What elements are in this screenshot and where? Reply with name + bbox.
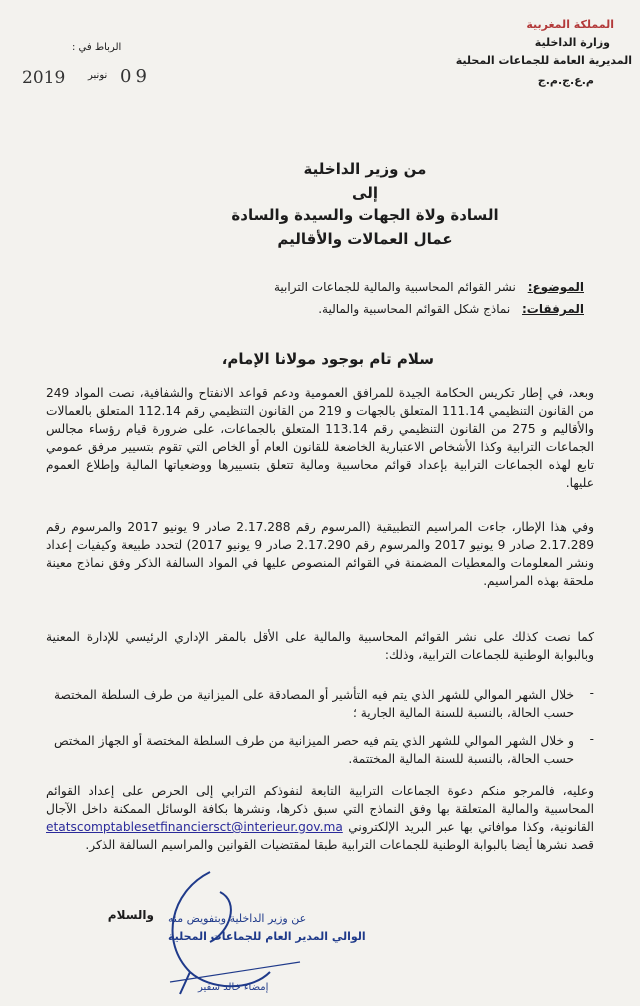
greeting: سلام تام بوجود مولانا الإمام، <box>221 350 434 368</box>
signature-line1: عن وزير الداخلية وبتفويض منه <box>168 912 307 925</box>
request-text: وعليه، فالمرجو منكم دعوة الجماعات الترابية التابعة لنفوذكم الترابي إلى الحرص على إعداد القوائم المحاسبية والمالية المتعلقة بها وفق النماذج التي سبق ذكرها، ونشرها بكافة الوسائل الممكنة داخل الآجال القانونية، وكذا موافاتي بها عبر البريد الإلكتروني <box>46 784 594 834</box>
paragraph-publication: كما نصت كذلك على نشر القوائم المحاسبية والمالية على الأقل بالمقر الإداري الرئيسي للإدارة المعنية وبالبوابة الوطنية للجماعات الترابية، وذلك: <box>46 630 594 662</box>
bullet-dash: - <box>589 686 594 700</box>
subject-line <box>274 280 584 294</box>
header-direction: المديرية العامة للجماعات المحلية <box>455 54 632 67</box>
bullet-item: و خلال الشهر الموالي للشهر الذي يتم فيه حصر الميزانية من طرف السلطة المختصة أو الجهاز المختص حسب الحالة، بالنسبة للسنة المالية المختتمة. <box>54 734 574 766</box>
paragraph-intro: وبعد، في إطار تكريس الحكامة الجيدة للمرافق العمومية ودعم قواعد الانفتاح والشفافية، نصت المواد 249 من القانون التنظيمي 111.14 المتعلق بالجهات و 219 من القانون التنظيمي رقم 112.14 المتعلق بالعمالات والأقاليم و 275 من القانون التنظيمي رقم 113.14 المتعلق بالجماعات، على ضرورة قيام رؤساء مجالس الجماعات الترابية وكذا الأشخاص الاعتبارية الخاضعة للقانون العام أو الخاص التي تقوم بتسيير مرفق عمومي تابع لهذه الجماعات الترابية بإعداد قوائم محاسبية ومالية تتعلق بتسييرها ووضعياتها المالية وإطلاع العموم عليها. <box>46 386 594 490</box>
header-ministry: وزارة الداخلية <box>534 36 610 49</box>
date-day: 09 <box>120 66 151 87</box>
signature-line3: إمضاء خالد سفير <box>198 982 269 993</box>
request-text-end: قصد نشرها أيضا بالبوابة الوطنية للجماعات الترابية طبقا لمقتضيات القوانين والمراسيم السالفة الذكر. <box>85 838 594 852</box>
attachments-text: نماذج شكل القوائم المحاسبية والمالية. <box>318 302 511 316</box>
attachments-line <box>318 302 584 316</box>
date-place-label: الرباط في : <box>72 42 122 53</box>
date-stamp <box>22 66 182 92</box>
date-year: 2019 <box>22 68 66 88</box>
subject-text: نشر القوائم المحاسبية والمالية للجماعات الترابية <box>274 280 516 294</box>
closing-salutation: والسلام <box>107 908 154 922</box>
header-reference: م.ع.ج.م.ج <box>537 74 594 87</box>
addressee-line1: السادة ولاة الجهات والسيدة والسادة <box>231 206 499 224</box>
addressee-to: إلى <box>352 184 378 202</box>
attachments-label: المرفقات: <box>522 302 584 316</box>
email-link[interactable]: etatscomptablesetfinanciersct@interieur.gov.ma <box>46 820 343 834</box>
bullet-item: خلال الشهر الموالي للشهر الذي يتم فيه التأشير أو المصادقة على الميزانية من طرف السلطة المختصة حسب الحالة، بالنسبة للسنة المالية الجارية ؛ <box>54 688 574 720</box>
date-month: نونبر <box>88 70 108 81</box>
addressee-line2: عمال العمالات والأقاليم <box>277 230 453 248</box>
signature-line2: الوالي المدير العام للجماعات المحلية <box>168 930 366 943</box>
paragraph-decrees: وفي هذا الإطار، جاءت المراسيم التطبيقية (المرسوم رقم 2.17.288 صادر 9 يونيو 2017 والمرسوم رقم 2.17.289 صادر 9 يونيو 2017 والمرسوم رقم 2.17.290 صادر 9 يونيو 2017) لتحدد طبيعة وكيفيات إعداد ونشر المعلومات والمعطيات المضمنة في القوائم المنصوص عليها في المواد السالفة الذكر وفق نماذج معينة ملحقة بهذه المراسيم. <box>46 520 595 588</box>
subject-label: الموضوع: <box>527 280 584 294</box>
header-kingdom: المملكة المغربية <box>526 18 614 31</box>
bullet-dash: - <box>589 732 594 746</box>
addressee-from: من وزير الداخلية <box>303 160 427 178</box>
paragraph-request <box>46 782 594 854</box>
